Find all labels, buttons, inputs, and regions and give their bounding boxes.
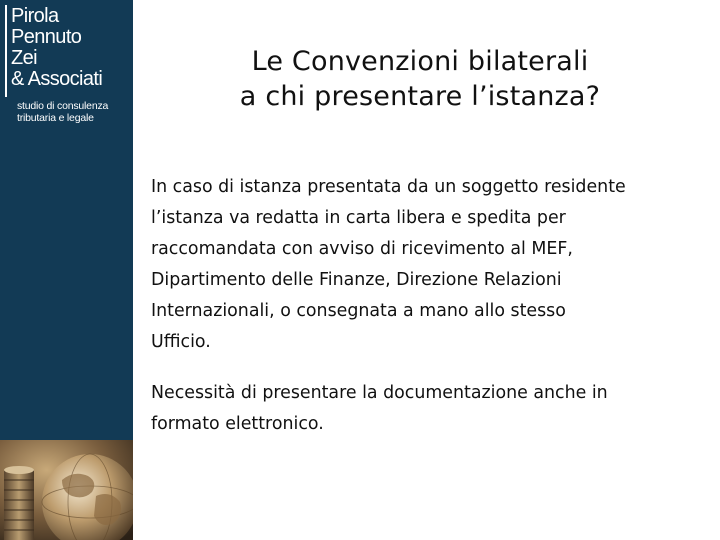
logo-line-3: Zei (11, 47, 37, 69)
logo-divider-line (5, 5, 7, 97)
sidebar-panel (0, 0, 133, 540)
title-line-1: Le Convenzioni bilaterali (251, 46, 589, 77)
logo-line-1: Pirola (11, 5, 59, 27)
firm-logo (11, 6, 102, 90)
logo-line-2: Pennuto (11, 26, 82, 48)
logo-line-4: & Associati (11, 68, 103, 90)
firm-tagline (17, 100, 108, 124)
globe-illustration (0, 440, 133, 540)
coin-stack (4, 466, 34, 540)
title-line-2: a chi presentare l’istanza? (239, 81, 601, 112)
tagline-line-2: tributaria e legale (17, 112, 94, 124)
body-paragraph-2: Necessità di presentare la documentazione anche in formato elettronico. (151, 383, 608, 434)
globe-with-coins-image (0, 440, 133, 540)
slide-title (150, 44, 690, 114)
tagline-line-1: studio di consulenza (17, 100, 109, 112)
slide-body (151, 172, 711, 440)
body-paragraph-1: In caso di istanza presentata da un soggetto residente l’istanza va redatta in carta libera e spedita per raccomandata con avviso di ricevimento al MEF, Dipartimento delle Finanze, Direzione Relazioni Internazionali, o consegnata a mano allo stesso Ufficio. (151, 177, 626, 352)
